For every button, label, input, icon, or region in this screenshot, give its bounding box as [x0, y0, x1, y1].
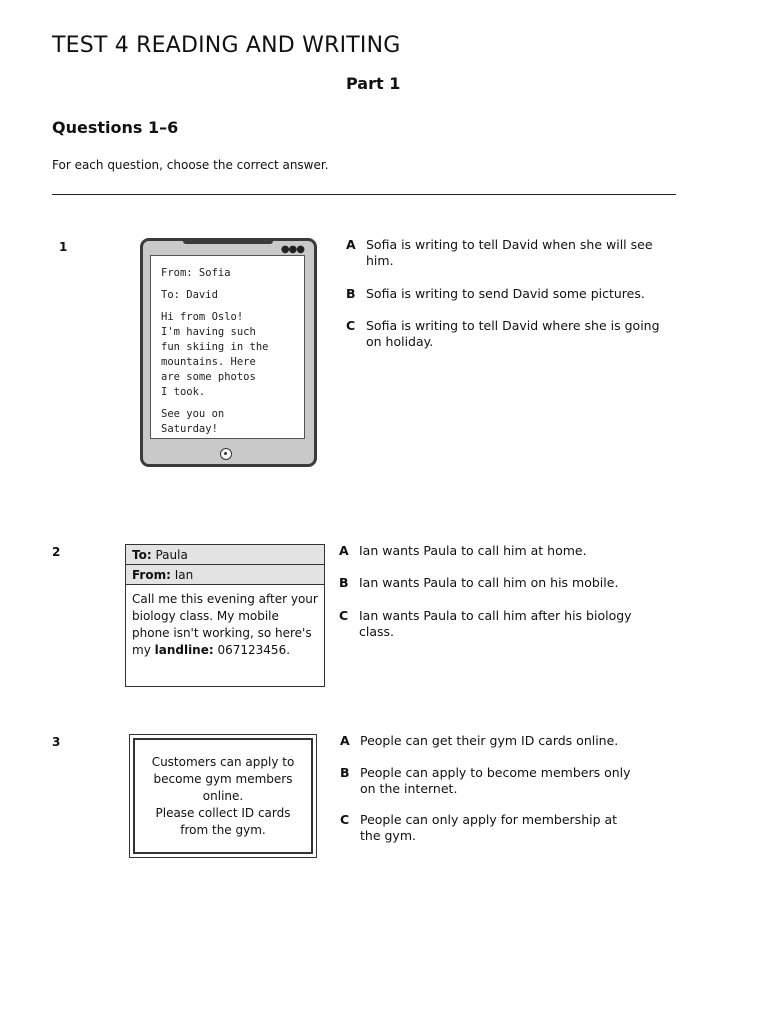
option-letter: B — [339, 575, 349, 590]
message-line: Hi from Oslo! — [161, 311, 244, 323]
sign-line: Please collect ID cards — [155, 805, 291, 820]
sign-line: from the gym. — [180, 822, 266, 837]
note-from-row — [126, 565, 324, 585]
option-letter: C — [346, 318, 356, 333]
note-body-bold: landline: — [154, 643, 214, 657]
option-text: People can apply to become members only on the internet. — [360, 765, 631, 796]
divider — [52, 194, 676, 195]
option-text: People can get their gym ID cards online. — [360, 733, 619, 748]
question-number-2: 2 — [52, 545, 61, 559]
phone-home-button-icon — [220, 448, 232, 460]
option-2b[interactable] — [339, 575, 659, 591]
message-line: I took. — [161, 386, 206, 398]
option-1b[interactable] — [346, 286, 666, 302]
message-line: mountains. Here — [161, 356, 256, 368]
message-to: To: David — [161, 289, 218, 301]
option-text: Sofia is writing to tell David when she will see him. — [366, 237, 653, 268]
sign-illustration — [129, 734, 317, 858]
note-from-label: From: — [132, 568, 171, 582]
message-line: fun skiing in the — [161, 341, 269, 353]
phone-message-illustration — [140, 238, 317, 467]
note-body-end: 067123456. — [213, 643, 291, 657]
option-1a[interactable] — [346, 237, 666, 269]
note-to-row — [126, 545, 324, 565]
option-letter: A — [340, 733, 350, 748]
option-text: Ian wants Paula to call him after his biology class. — [359, 608, 632, 639]
message-closing-line: See you on — [161, 408, 225, 420]
message-line: I'm having such — [161, 326, 256, 338]
option-letter: A — [339, 543, 349, 558]
phone-speaker — [183, 240, 273, 244]
question-number-3: 3 — [52, 735, 61, 749]
option-2a[interactable] — [339, 543, 659, 559]
message-closing-line: Saturday! — [161, 423, 218, 435]
note-body — [126, 585, 324, 659]
option-3c[interactable] — [340, 812, 630, 844]
sign-line: online. — [202, 788, 244, 803]
test-title: TEST 4 READING AND WRITING — [52, 33, 401, 58]
option-text: Ian wants Paula to call him on his mobile. — [359, 575, 619, 590]
questions-range: Questions 1–6 — [52, 118, 179, 137]
message-line: are some photos — [161, 371, 256, 383]
note-body-text: Call me this evening after your biology class. My mobile phone isn't working, so here's my — [132, 592, 318, 657]
note-to-value: Paula — [151, 548, 188, 562]
option-letter: C — [339, 608, 349, 623]
option-text: Sofia is writing to send David some pictures. — [366, 286, 645, 301]
option-letter: B — [346, 286, 356, 301]
sign-content — [133, 738, 313, 854]
part-title: Part 1 — [346, 74, 401, 93]
message-from: From: Sofia — [161, 267, 231, 279]
sign-line: become gym members — [153, 771, 293, 786]
option-2c[interactable] — [339, 608, 649, 640]
option-text: People can only apply for membership at the gym. — [360, 812, 618, 843]
instructions: For each question, choose the correct answer. — [52, 158, 329, 172]
phone-camera-dots-icon: ●●● — [280, 244, 304, 255]
option-3b[interactable] — [340, 765, 640, 797]
phone-screen — [150, 255, 305, 439]
option-1c[interactable] — [346, 318, 676, 350]
option-text: Ian wants Paula to call him at home. — [359, 543, 587, 558]
option-3a[interactable] — [340, 733, 660, 749]
note-from-value: Ian — [170, 568, 194, 582]
option-letter: A — [346, 237, 356, 252]
question-number-1: 1 — [59, 240, 68, 254]
note-illustration — [125, 544, 325, 687]
option-letter: C — [340, 812, 350, 827]
option-text: Sofia is writing to tell David where she is going on holiday. — [366, 318, 660, 349]
sign-line: Customers can apply to — [151, 754, 295, 769]
note-to-label: To: — [132, 548, 152, 562]
option-letter: B — [340, 765, 350, 780]
